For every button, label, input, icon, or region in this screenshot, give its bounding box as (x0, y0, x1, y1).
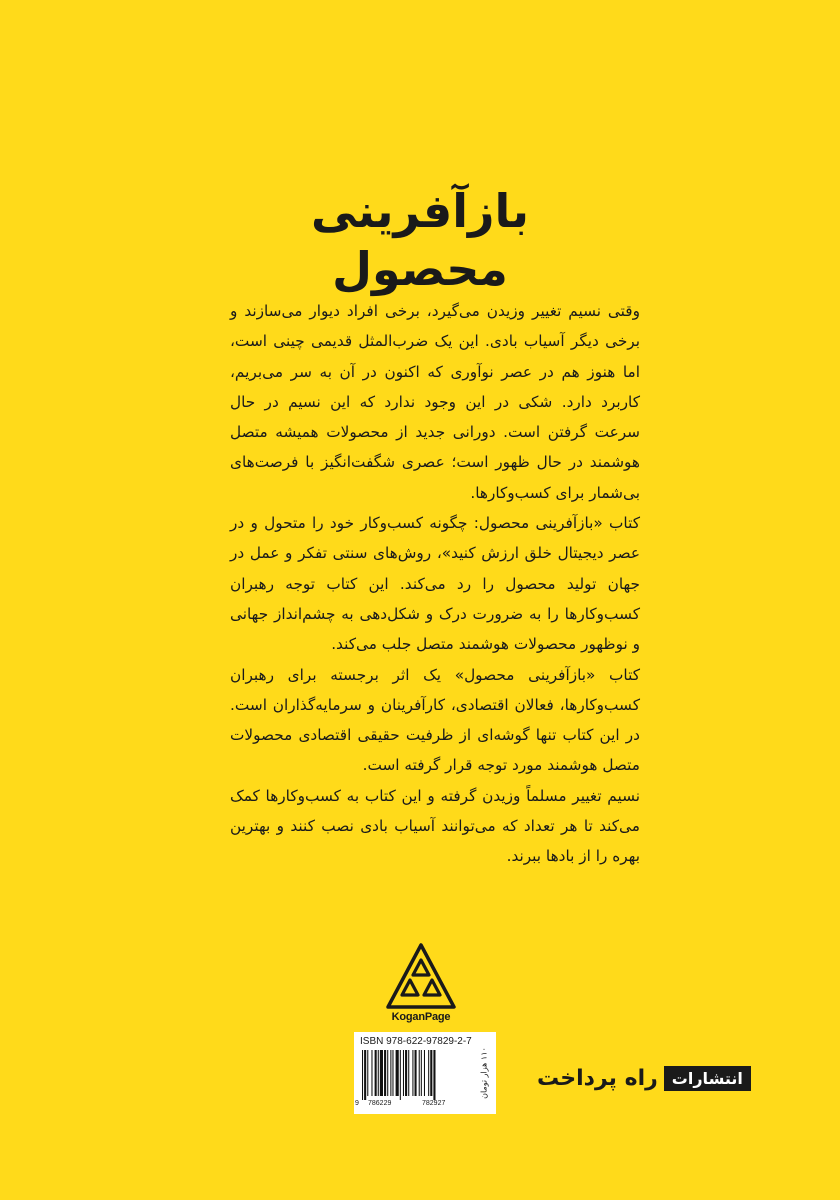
barcode-right-digits: 782927 (422, 1100, 446, 1107)
logo-text: KoganPage (391, 1011, 451, 1023)
title-line-2: محصول (332, 242, 508, 296)
blurb-text (230, 296, 640, 872)
blurb-paragraph: کتاب «بازآفرینی محصول: چگونه کسب‌وکار خود را متحول و در عصر دیجیتال خلق ارزش کنید»، روش‌های سنتی تفکر و عمل در جهان تولید محصول را رد می‌کند. این کتاب توجه رهبران کسب‌وکارها را به ضرورت درک و شکل‌دهی به چشم‌انداز جهانی و نوظهور محصولات هوشمند متصل جلب می‌کند. (230, 514, 640, 654)
blurb-paragraph: کتاب «بازآفرینی محصول» یک اثر برجسته برای رهبران کسب‌وکارها، فعالان اقتصادی، کارآفرینان و سرمایه‌گذاران است. در این کتاب تنها گوشه‌ای از ظرفیت حقیقی اقتصادی محصولات متصل هوشمند مورد توجه قرار گرفته است. (230, 665, 640, 775)
barcode-left-digits: 786229 (368, 1100, 392, 1107)
title-line-1: بازآفرینی (310, 184, 530, 238)
blurb-paragraph: نسیم تغییر مسلماً وزیدن گرفته و این کتاب به کسب‌وکارها کمک می‌کند تا هر تعداد که می‌توانند آسیاب بادی نصب کنند و بهترین بهره را از بادها ببرند. (230, 786, 640, 866)
publisher-name: راه پرداخت (537, 1065, 658, 1091)
price-box (476, 1034, 492, 1112)
price-text: ۱۱۰ هزار تومان (479, 1047, 489, 1099)
barcode-box (354, 1032, 496, 1114)
barcode-lead-digit: 9 (355, 1100, 359, 1107)
publisher-logo (382, 943, 460, 1023)
isbn-text: ISBN 978-622-97829-2-7 (360, 1036, 472, 1047)
blurb-paragraph: وقتی نسیم تغییر وزیدن می‌گیرد، برخی افراد دیوار می‌سازند و برخی دیگر آسیاب بادی. این یک ضرب‌المثل قدیمی چینی است، اما هنوز هم در عصر نوآوری که اکنون در آن به سر می‌بریم، کاربرد دارد. شکی در این وجود ندارد که این نسیم در حال سرعت گرفتن است. دورانی جدید از محصولات همیشه متصل هوشمند در حال ظهور است؛ عصری شگفت‌انگیز با فرصت‌های بی‌شمار برای کسب‌وکارها. (230, 302, 640, 502)
barcode-icon (360, 1050, 472, 1100)
publisher-imprint (537, 1060, 751, 1096)
publisher-label: انتشارات (664, 1066, 751, 1091)
book-title (0, 182, 840, 298)
triangle-logo-icon (386, 943, 456, 1009)
